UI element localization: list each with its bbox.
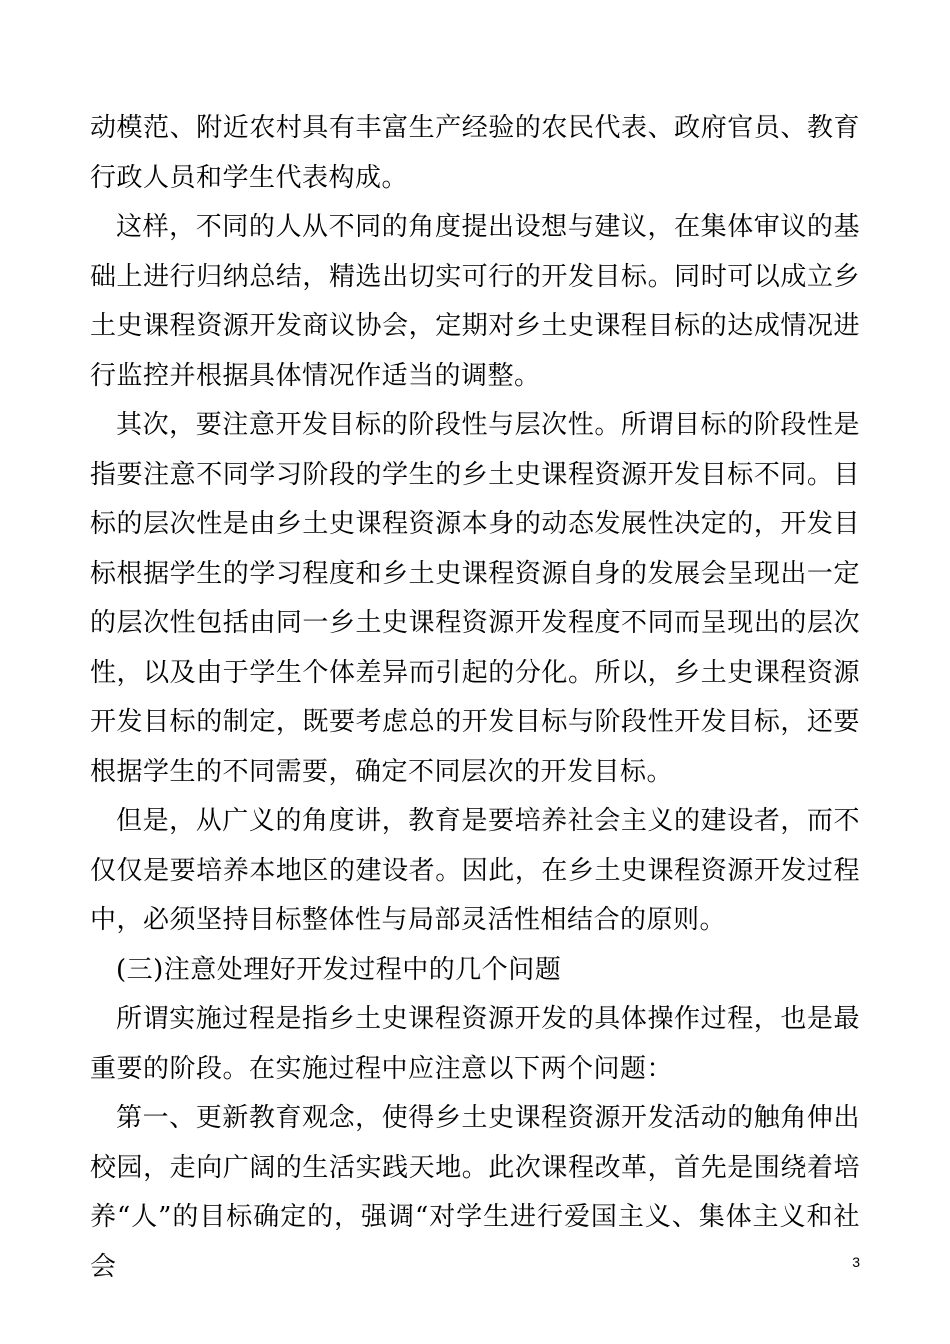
paragraph-implementation: 所谓实施过程是指乡土史课程资源开发的具体操作过程，也是最重要的阶段。在实施过程中应注意以下两个问题： bbox=[90, 1004, 860, 1084]
paragraph-consultation: 这样，不同的人从不同的角度提出设想与建议，在集体审议的基础上进行归纳总结，精选出切实可行的开发目标。同时可以成立乡土史课程资源开发商议协会，定期对乡土史课程目标的达成情况进行监控并根据具体情况作适当的调整。 bbox=[90, 212, 860, 391]
paragraph-first-point: 第一、更新教育观念，使得乡土史课程资源开发活动的触角伸出校园，走向广阔的生活实践天地。此次课程改革，首先是围绕着培养“人”的目标确定的，强调“对学生进行爱国主义、集体主义和社会 bbox=[90, 1103, 860, 1282]
body-text bbox=[90, 104, 860, 1292]
paragraph-continued: 动模范、附近农村具有丰富生产经验的农民代表、政府官员、教育行政人员和学生代表构成。 bbox=[90, 113, 860, 193]
page-number: 3 bbox=[852, 1254, 860, 1270]
section-heading: (三)注意处理好开发过程中的几个问题 bbox=[116, 954, 562, 985]
paragraph-principle: 但是，从广义的角度讲，教育是要培养社会主义的建设者，而不仅仅是要培养本地区的建设者。因此，在乡土史课程资源开发过程中，必须坚持目标整体性与局部灵活性相结合的原则。 bbox=[90, 806, 860, 935]
paragraph-stages-levels: 其次，要注意开发目标的阶段性与层次性。所谓目标的阶段性是指要注意不同学习阶段的学生的乡土史课程资源开发目标不同。目标的层次性是由乡土史课程资源本身的动态发展性决定的，开发目标根据学生的学习程度和乡土史课程资源自身的发展会呈现出一定的层次性包括由同一乡土史课程资源开发程度不同而呈现出的层次性，以及由于学生个体差异而引起的分化。所以，乡土史课程资源开发目标的制定，既要考虑总的开发目标与阶段性开发目标，还要根据学生的不同需要，确定不同层次的开发目标。 bbox=[90, 410, 860, 787]
